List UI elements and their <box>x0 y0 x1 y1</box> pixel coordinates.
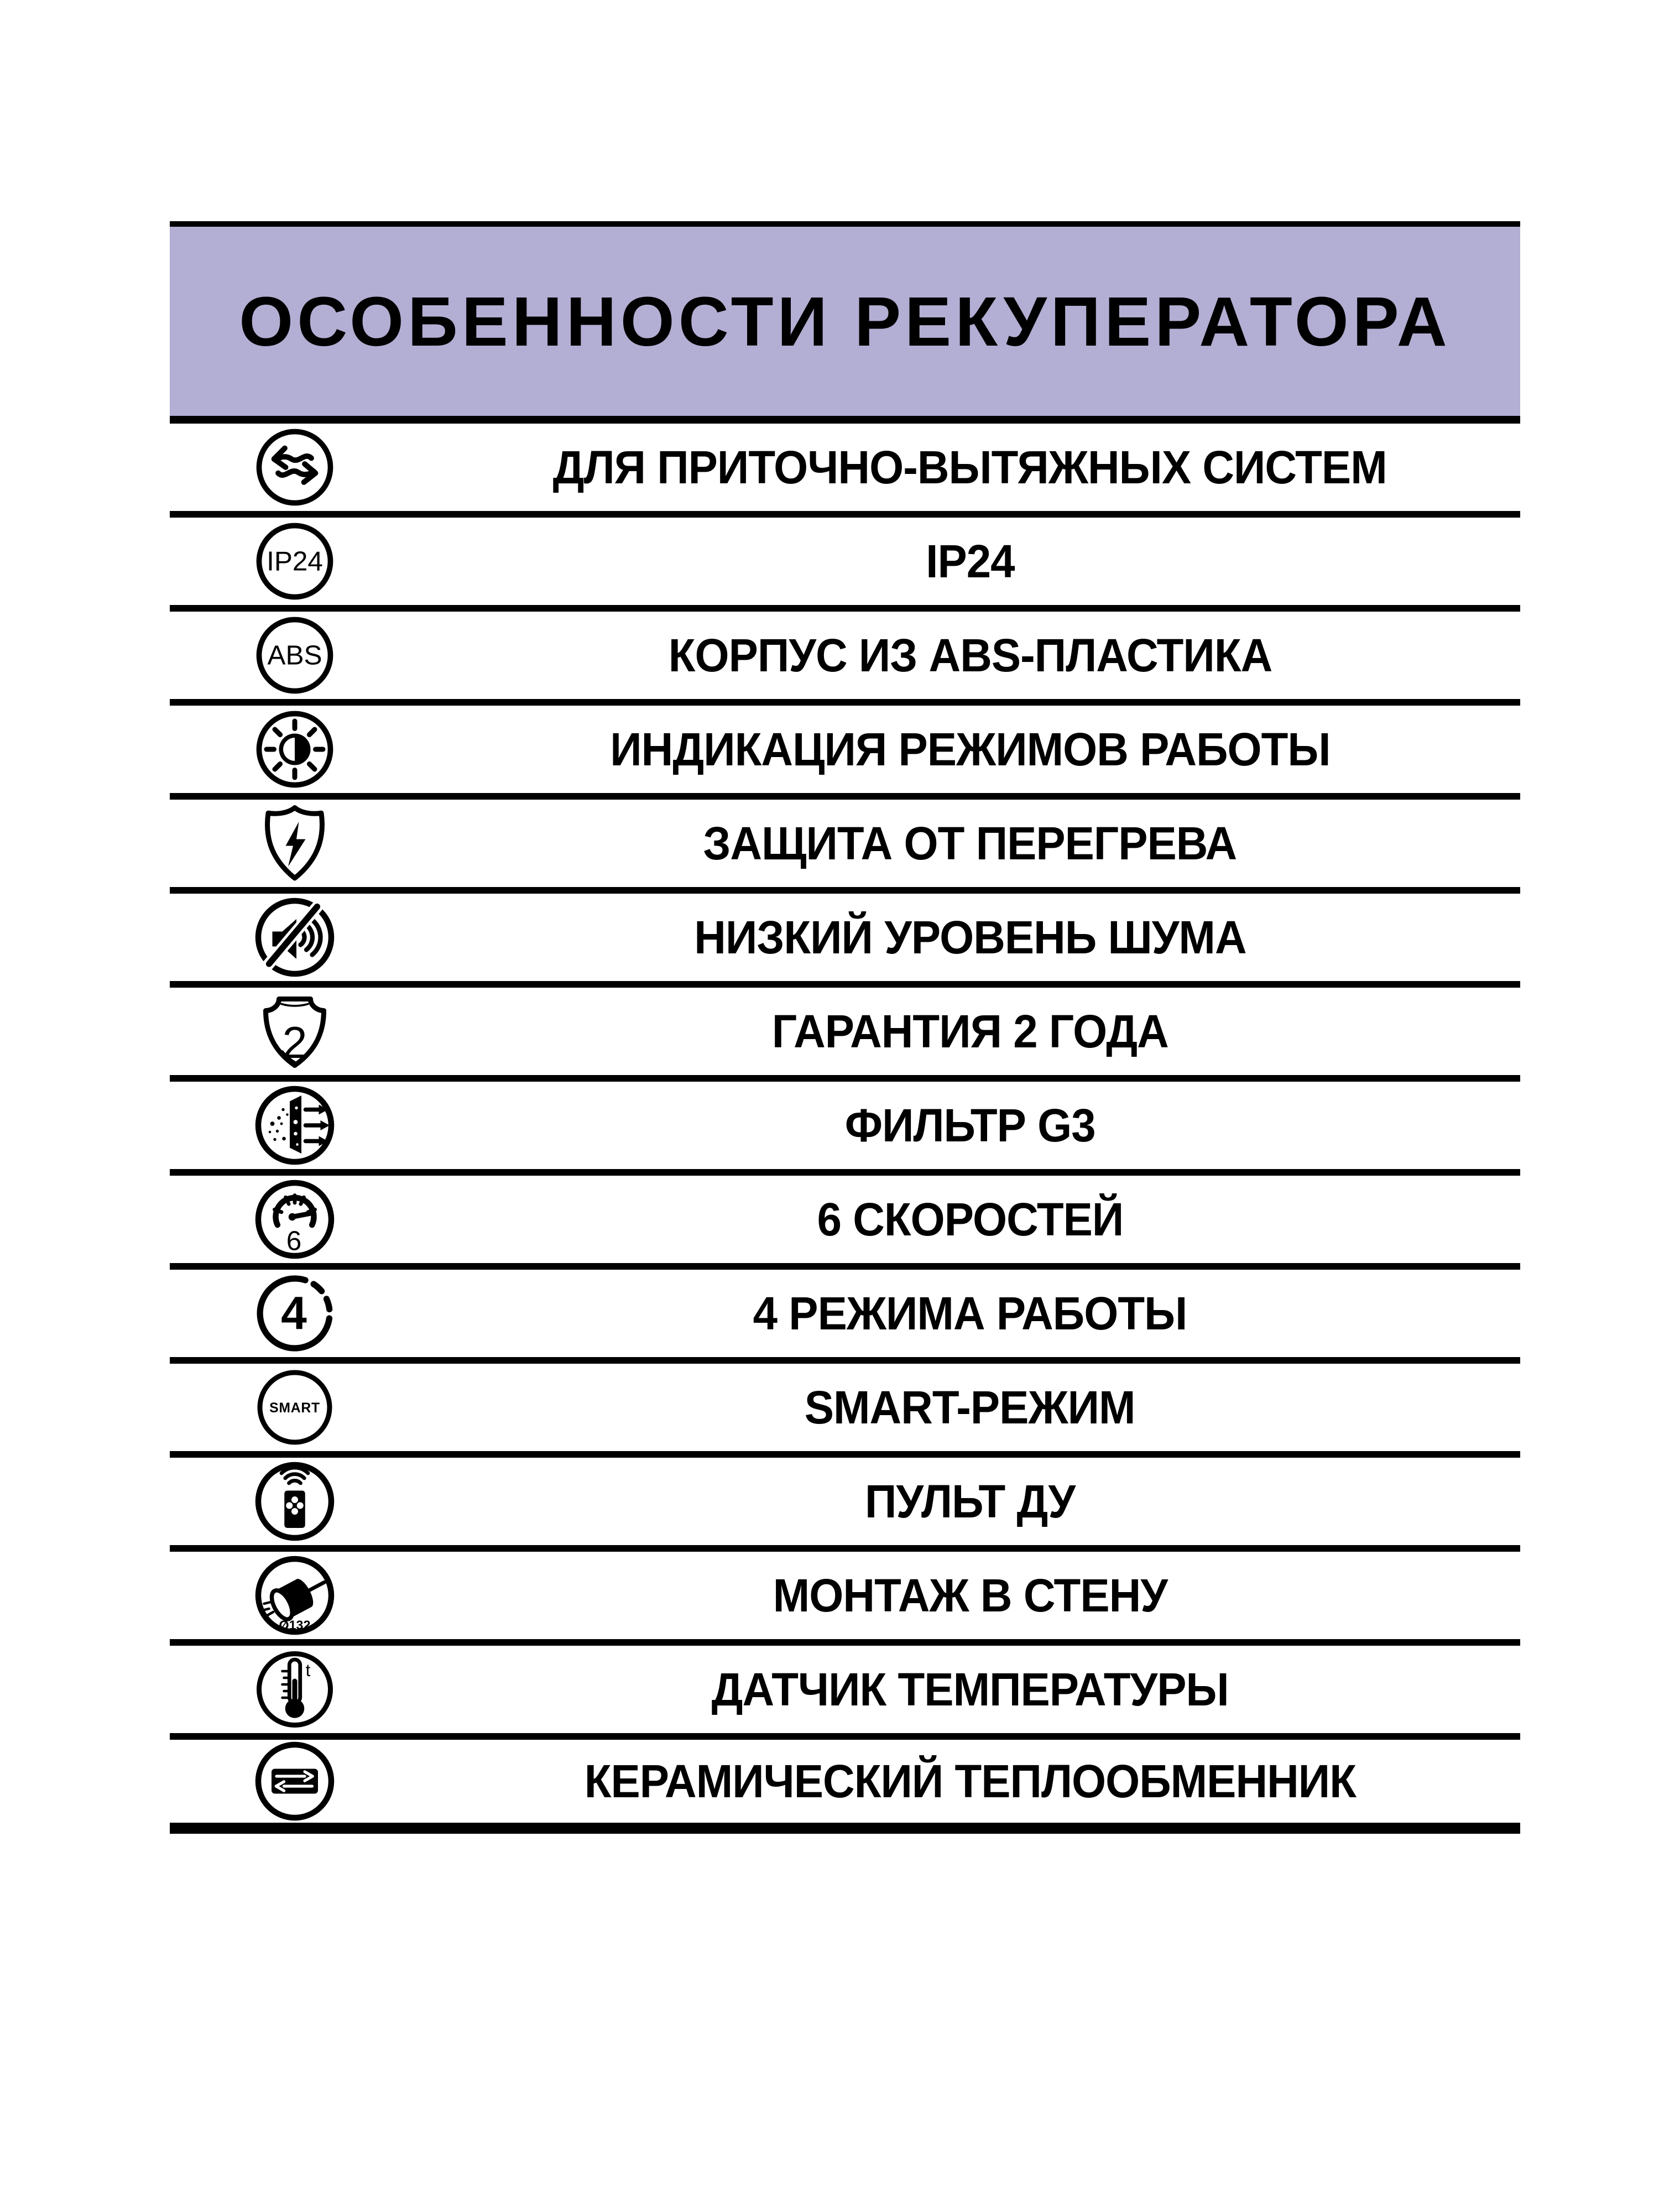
feature-label: 4 РЕЖИМА РАБОТЫ <box>753 1287 1187 1339</box>
svg-text:SMART: SMART <box>269 1401 320 1416</box>
svg-text:2: 2 <box>282 1018 307 1068</box>
feature-label: ДЛЯ ПРИТОЧНО-ВЫТЯЖНЫХ СИСТЕМ <box>552 441 1387 493</box>
low-noise-icon <box>253 896 336 979</box>
feature-row <box>170 706 1520 800</box>
smart-mode-icon <box>253 1366 336 1449</box>
feature-row <box>170 1740 1520 1834</box>
feature-label: ГАРАНТИЯ 2 ГОДА <box>771 1005 1168 1057</box>
operation-modes-icon <box>253 1272 336 1355</box>
feature-label: ПУЛЬТ ДУ <box>864 1475 1076 1527</box>
feature-label: МОНТАЖ В СТЕНУ <box>773 1569 1167 1621</box>
feature-label: ЗАЩИТА ОТ ПЕРЕГРЕВА <box>703 817 1237 869</box>
feature-row <box>170 894 1520 988</box>
speed-gauge-icon <box>253 1178 336 1261</box>
feature-label: 6 СКОРОСТЕЙ <box>817 1193 1123 1245</box>
warranty-shield-icon <box>253 990 336 1073</box>
feature-label: ИНДИКАЦИЯ РЕЖИМОВ РАБОТЫ <box>609 723 1331 775</box>
feature-row <box>170 1552 1520 1646</box>
remote-control-icon <box>253 1460 336 1543</box>
mode-indication-icon <box>253 708 336 791</box>
feature-row <box>170 612 1520 706</box>
svg-text:4: 4 <box>281 1287 307 1339</box>
page-title: ОСОБЕННОСТИ РЕКУПЕРАТОРА <box>239 282 1451 361</box>
feature-row <box>170 1082 1520 1176</box>
svg-text:6: 6 <box>286 1225 302 1256</box>
feature-row <box>170 1364 1520 1458</box>
feature-label: SMART-РЕЖИМ <box>805 1381 1135 1433</box>
filter-icon <box>253 1084 336 1167</box>
supply-exhaust-airflow-icon <box>253 426 336 509</box>
svg-text:Ø132: Ø132 <box>279 1618 311 1632</box>
svg-text:ABS: ABS <box>267 640 322 671</box>
feature-row <box>170 518 1520 612</box>
feature-row <box>170 988 1520 1082</box>
ip-rating-icon <box>253 520 336 603</box>
feature-row <box>170 1458 1520 1552</box>
feature-label: ДАТЧИК ТЕМПЕРАТУРЫ <box>711 1663 1229 1715</box>
wall-mount-icon <box>253 1554 336 1637</box>
ceramic-heat-exchanger-icon <box>253 1740 336 1823</box>
feature-row <box>170 1646 1520 1740</box>
features-table <box>170 221 1520 1834</box>
feature-row <box>170 800 1520 894</box>
feature-row <box>170 1176 1520 1270</box>
feature-label: КОРПУС ИЗ ABS-ПЛАСТИКА <box>668 629 1272 681</box>
svg-text:t: t <box>305 1660 311 1680</box>
feature-row <box>170 1270 1520 1364</box>
svg-text:IP24: IP24 <box>267 546 323 577</box>
feature-row <box>170 424 1520 518</box>
feature-label: IP24 <box>925 535 1015 587</box>
header-banner <box>170 221 1520 424</box>
feature-label: НИЗКИЙ УРОВЕНЬ ШУМА <box>693 911 1246 963</box>
overheat-protection-shield-icon <box>253 802 336 885</box>
temperature-sensor-icon <box>253 1648 336 1731</box>
feature-label: КЕРАМИЧЕСКИЙ ТЕПЛООБМЕННИК <box>584 1755 1356 1807</box>
feature-label: ФИЛЬТР G3 <box>844 1099 1095 1151</box>
abs-plastic-icon <box>253 614 336 697</box>
